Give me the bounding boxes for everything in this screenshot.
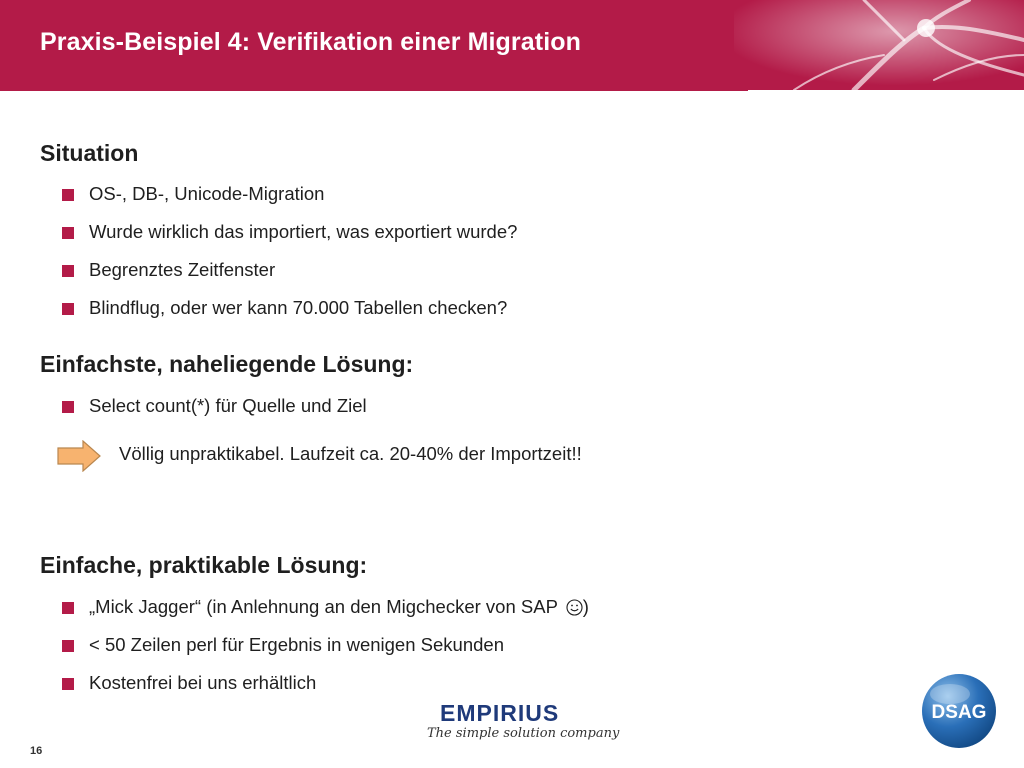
smiley-icon bbox=[566, 599, 583, 616]
empirius-tagline: The simple solution company bbox=[427, 726, 620, 741]
header-divider bbox=[0, 89, 748, 91]
header-bar bbox=[0, 0, 1024, 90]
empirius-wordmark: EMPIRIUS bbox=[440, 700, 560, 726]
square-bullet-icon bbox=[62, 265, 74, 277]
dsag-wordmark: DSAG bbox=[931, 702, 987, 723]
mick-jagger-text: „Mick Jagger“ (in Anlehnung an den Migchecker von SAP bbox=[89, 596, 558, 617]
slide-title: Praxis-Beispiel 4: Verifikation einer Migration bbox=[40, 28, 581, 56]
situation-heading: Situation bbox=[40, 140, 139, 166]
practical-solution-heading: Einfache, praktikable Lösung: bbox=[40, 552, 368, 578]
obvious-solution-heading: Einfachste, naheliegende Lösung: bbox=[40, 351, 414, 377]
dsag-logo bbox=[920, 672, 998, 750]
closing-paren: ) bbox=[582, 596, 589, 617]
square-bullet-icon bbox=[62, 303, 74, 315]
right-arrow-icon bbox=[57, 440, 101, 472]
slide-number: 16 bbox=[30, 745, 43, 757]
square-bullet-icon bbox=[62, 401, 74, 413]
arrow-note: Völlig unpraktikabel. Laufzeit ca. 20-40% der Importzeit!! bbox=[119, 443, 582, 464]
square-bullet-icon bbox=[62, 640, 74, 652]
empirius-logo bbox=[420, 700, 620, 748]
square-bullet-icon bbox=[62, 678, 74, 690]
square-bullet-icon bbox=[62, 227, 74, 239]
square-bullet-icon bbox=[62, 602, 74, 614]
square-bullet-icon bbox=[62, 189, 74, 201]
neuron-decoration-icon bbox=[734, 0, 1024, 90]
